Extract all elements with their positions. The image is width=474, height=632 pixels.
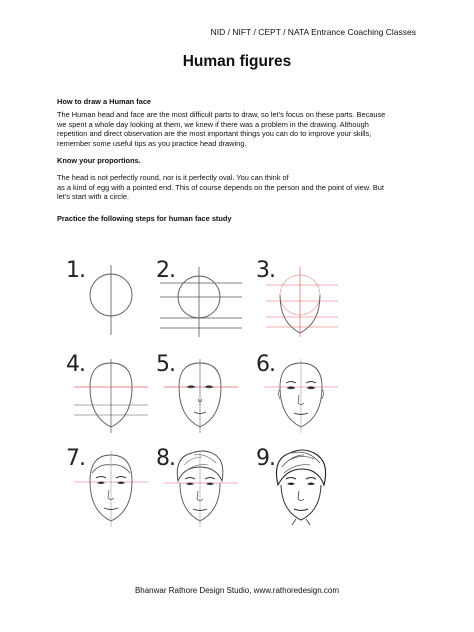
- face-eyes-sketch-icon: [152, 349, 252, 434]
- head-eye-line-sketch-icon: [62, 349, 162, 434]
- circle-horizontal-guides-sketch-icon: [152, 255, 252, 340]
- step-number: 8.: [156, 446, 175, 471]
- step-number: 9.: [256, 446, 275, 471]
- step-5: [152, 349, 252, 434]
- face-hairline-sketch-icon: [62, 443, 162, 528]
- face-hair-sketch-icon: [152, 443, 252, 528]
- proportions-paragraph: The head is not perfectly round, nor is it perfectly oval. You can think of as a kind of egg with a pointed end. This of course depends on the person and the point of view. But let's start with a circle.: [57, 173, 384, 202]
- head-outline-sketch-icon: [252, 255, 352, 340]
- step-number: 6.: [256, 352, 275, 377]
- section-heading-proportions: Know your proportions.: [57, 156, 141, 165]
- face-drawing-steps: [56, 255, 346, 520]
- step-number: 4.: [66, 352, 85, 377]
- step-2: [152, 255, 252, 340]
- section-heading-draw-face: How to draw a Human face: [57, 97, 152, 106]
- step-9: [252, 443, 352, 528]
- step-6: [252, 349, 352, 434]
- step-number: 1.: [66, 258, 85, 283]
- step-number: 5.: [156, 352, 175, 377]
- page-title: Human figures: [182, 53, 292, 70]
- circle-guide-sketch-icon: [62, 255, 162, 340]
- step-number: 3.: [256, 258, 275, 283]
- step-8: [152, 443, 252, 528]
- step-number: 7.: [66, 446, 85, 471]
- step-3: [252, 255, 352, 340]
- step-7: [62, 443, 162, 528]
- page-header: NID / NIFT / CEPT / NATA Entrance Coaching Classes: [210, 27, 416, 37]
- page-footer: Bhanwar Rathore Design Studio, www.rathoredesign.com: [134, 586, 340, 595]
- section-heading-practice: Practice the following steps for human face study: [57, 214, 232, 223]
- finished-face-sketch-icon: [252, 443, 352, 528]
- step-4: [62, 349, 162, 434]
- intro-paragraph: The Human head and face are the most difficult parts to draw, so let's focus on these parts. Because we spent a whole day looking at them, we knew if there was a problem in the drawing. Although repetition and direct observation are the most important things you can do to improve your skills, remember some useful tips as you practice head drawing.: [57, 110, 386, 148]
- face-features-sketch-icon: [252, 349, 352, 434]
- step-number: 2.: [156, 258, 175, 283]
- step-1: [62, 255, 162, 340]
